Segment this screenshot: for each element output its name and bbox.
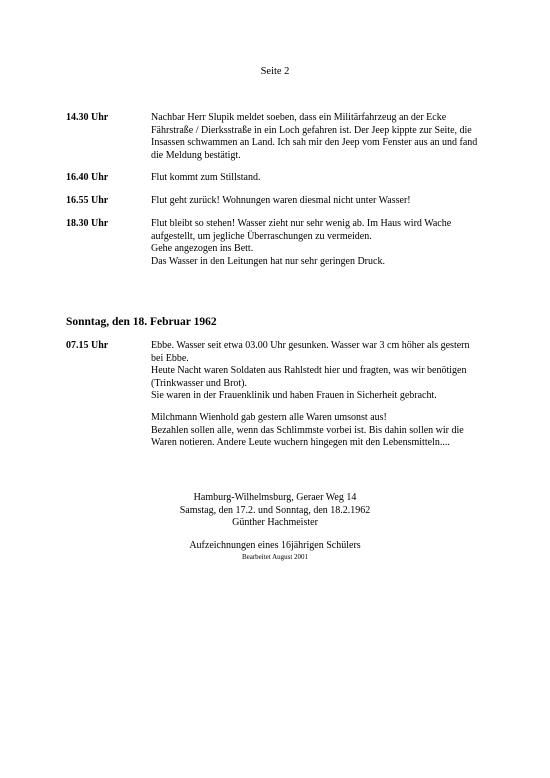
entry-line: Insassen schwammen an Land. Ich sah mir den Jeep vom Fenster aus an und fand [151, 137, 478, 149]
entry-line: Waren notieren. Andere Leute wuchern hingegen mit den Lebensmitteln.... [151, 437, 450, 449]
entry-time: 18.30 Uhr [66, 218, 109, 229]
diary-entry [66, 172, 496, 185]
diary-entry [66, 340, 496, 403]
footer-dates: Samstag, den 17.2. und Sonntag, den 18.2.1962 [179, 504, 371, 516]
footer-edited: Bearbeitet August 2001 [241, 552, 309, 561]
footer-subtitle-block [0, 540, 550, 562]
diary-entry [66, 218, 496, 268]
entry-line: Ebbe. Wasser seit etwa 03.00 Uhr gesunken. Wasser war 3 cm höher als gestern [151, 340, 470, 351]
entry-text [151, 112, 496, 162]
diary-entry [66, 112, 496, 162]
entry-line: Heute Nacht waren Soldaten aus Rahlstedt hier und fragten, was wir benötigen [151, 365, 467, 377]
entry-line: Sie waren in der Frauenklinik und haben Frauen in Sicherheit gebracht. [151, 390, 437, 402]
footer-subtitle: Aufzeichnungen eines 16jährigen Schülers [189, 540, 361, 551]
entry-text [151, 340, 496, 403]
entry-text [151, 218, 496, 268]
entry-time: 14.30 Uhr [66, 112, 109, 123]
entry-time: 16.55 Uhr [66, 195, 109, 206]
entry-line: Das Wasser in den Leitungen hat nur sehr geringen Druck. [151, 255, 385, 267]
entry-text [151, 195, 496, 208]
entry-line: Flut kommt zum Stillstand. [151, 172, 261, 183]
entry-line: aufgestellt, um jegliche Überraschungen zu vermeiden. [151, 230, 372, 242]
entry-line: Flut bleibt so stehen! Wasser zieht nur sehr wenig ab. Im Haus wird Wache [151, 218, 452, 229]
entry-time: 16.40 Uhr [66, 172, 109, 183]
entry-line: Fährstraße / Dierksstraße in ein Loch gefahren ist. Der Jeep kippte zur Seite, die [151, 124, 472, 136]
entry-text [151, 172, 496, 185]
footer-address: Hamburg-Wilhelmsburg, Geraer Weg 14 [193, 492, 357, 503]
page-number: Seite 2 [260, 66, 290, 77]
footer-block [0, 492, 550, 530]
entry-line: bei Ebbe. [151, 352, 189, 364]
date-heading: Sonntag, den 18. Februar 1962 [66, 316, 217, 328]
entry-text [151, 412, 496, 450]
entry-time: 07.15 Uhr [66, 340, 109, 351]
footer-author: Günther Hachmeister [232, 517, 318, 529]
entry-line: Flut geht zurück! Wohnungen waren diesmal nicht unter Wasser! [151, 195, 411, 206]
diary-entry-continued [66, 412, 496, 450]
diary-entry [66, 195, 496, 208]
entry-line: Nachbar Herr Slupik meldet soeben, dass ein Militärfahrzeug an der Ecke [151, 112, 447, 123]
entry-line: Gehe angezogen ins Bett. [151, 243, 254, 255]
entry-line: (Trinkwasser und Brot). [151, 377, 248, 389]
entry-line: die Meldung bestätigt. [151, 149, 241, 161]
entry-line: Milchmann Wienhold gab gestern alle Waren umsonst aus! [151, 412, 387, 423]
entry-line: Bezahlen sollen alle, wenn das Schlimmste vorbei ist. Bis dahin sollen wir die [151, 424, 464, 436]
